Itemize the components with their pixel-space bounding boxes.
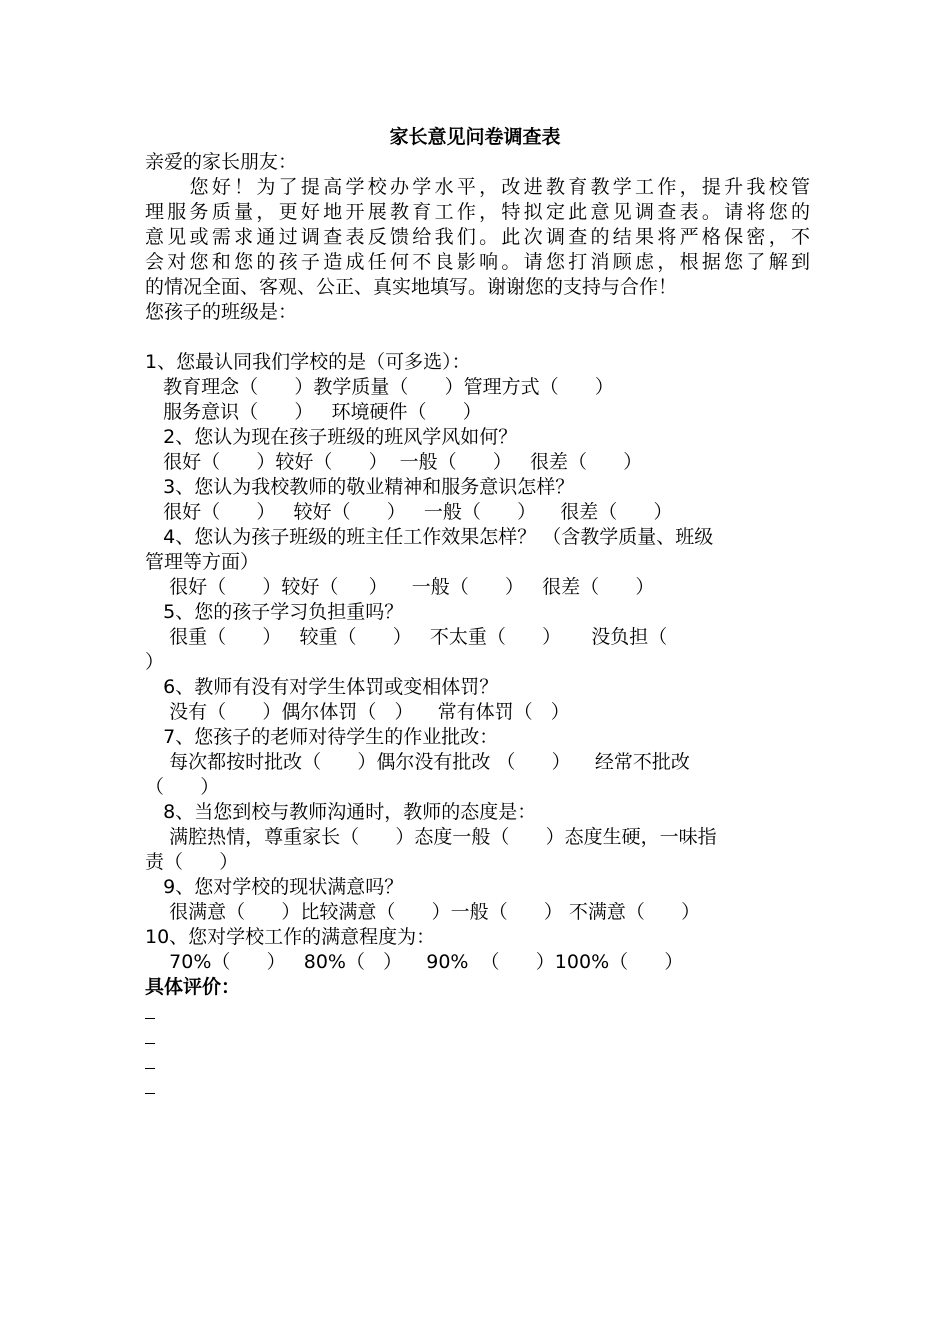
question-7-options: 每次都按时批改（ ）偶尔没有批改 （ ） 经常不批改 — [145, 751, 690, 773]
question-2-options: 很好（ ）较好（ ） 一般（ ） 很差（ ） — [145, 451, 643, 473]
intro-line-1: 您好！为了提高学校办学水平，改进教育教学工作，提升我校管 — [145, 176, 810, 198]
question-4-cont: 管理等方面） — [145, 551, 260, 573]
question-1-options-b: 服务意识（ ） 环境硬件（ ） — [145, 401, 482, 423]
question-7: 7、您孩子的老师对待学生的作业批改： — [145, 726, 499, 748]
question-5-options: 很重（ ） 较重（ ） 不太重（ ） 没负担（ — [145, 626, 668, 648]
document-title: 家长意见问卷调查表 — [389, 126, 561, 148]
intro-line-5: 的情况全面、客观、公正、真实地填写。谢谢您的支持与合作！ — [145, 276, 678, 298]
question-10-options: 70%（ ） 80%（ ） 90% （ ）100%（ ） — [145, 951, 684, 973]
question-7-options-cont: （ ） — [145, 776, 220, 798]
evaluation-label: 具体评价： — [145, 976, 241, 998]
question-4-options: 很好（ ）较好（ ） 一般（ ） 很差（ ） — [145, 576, 655, 598]
question-6: 6、教师有没有对学生体罚或变相体罚？ — [145, 676, 499, 698]
question-3-options: 很好（ ） 较好（ ） 一般（ ） 很差（ ） — [145, 501, 673, 523]
question-9-options: 很满意（ ）比较满意（ ）一般（ ） 不满意（ ） — [145, 901, 701, 923]
evaluation-blank-line[interactable] — [145, 1093, 155, 1094]
class-prompt: 您孩子的班级是： — [145, 301, 298, 323]
evaluation-blank-line[interactable] — [145, 1018, 155, 1019]
question-4: 4、您认为孩子班级的班主任工作效果怎样？ （含教学质量、班级 — [145, 526, 714, 548]
evaluation-blank-line[interactable] — [145, 1068, 155, 1069]
question-9: 9、您对学校的现状满意吗？ — [145, 876, 404, 898]
greeting: 亲爱的家长朋友： — [145, 151, 298, 173]
question-8: 8、当您到校与教师沟通时，教师的态度是： — [145, 801, 537, 823]
question-1-options-a: 教育理念（ ）教学质量（ ）管理方式（ ） — [145, 376, 614, 398]
intro-line-2: 理服务质量，更好地开展教育工作，特拟定此意见调查表。请将您的 — [145, 201, 810, 223]
question-2: 2、您认为现在孩子班级的班风学风如何？ — [145, 426, 518, 448]
question-8-options: 满腔热情，尊重家长（ ）态度一般（ ）态度生硬，一味指 — [145, 826, 717, 848]
question-8-options-cont: 责（ ） — [145, 851, 239, 873]
evaluation-blank-line[interactable] — [145, 1043, 155, 1044]
question-5-options-cont: ） — [145, 651, 165, 673]
intro-line-3: 意见或需求通过调查表反馈给我们。此次调查的结果将严格保密，不 — [145, 226, 810, 248]
question-5: 5、您的孩子学习负担重吗？ — [145, 601, 404, 623]
question-1: 1、您最认同我们学校的是（可多选）： — [145, 351, 471, 373]
question-3: 3、您认为我校教师的敬业精神和服务意识怎样？ — [145, 476, 575, 498]
question-10: 10、您对学校工作的满意程度为： — [145, 926, 436, 948]
intro-line-4: 会对您和您的孩子造成任何不良影响。请您打消顾虑，根据您了解到 — [145, 251, 810, 273]
question-6-options: 没有（ ）偶尔体罚（ ） 常有体罚（ ） — [145, 701, 570, 723]
